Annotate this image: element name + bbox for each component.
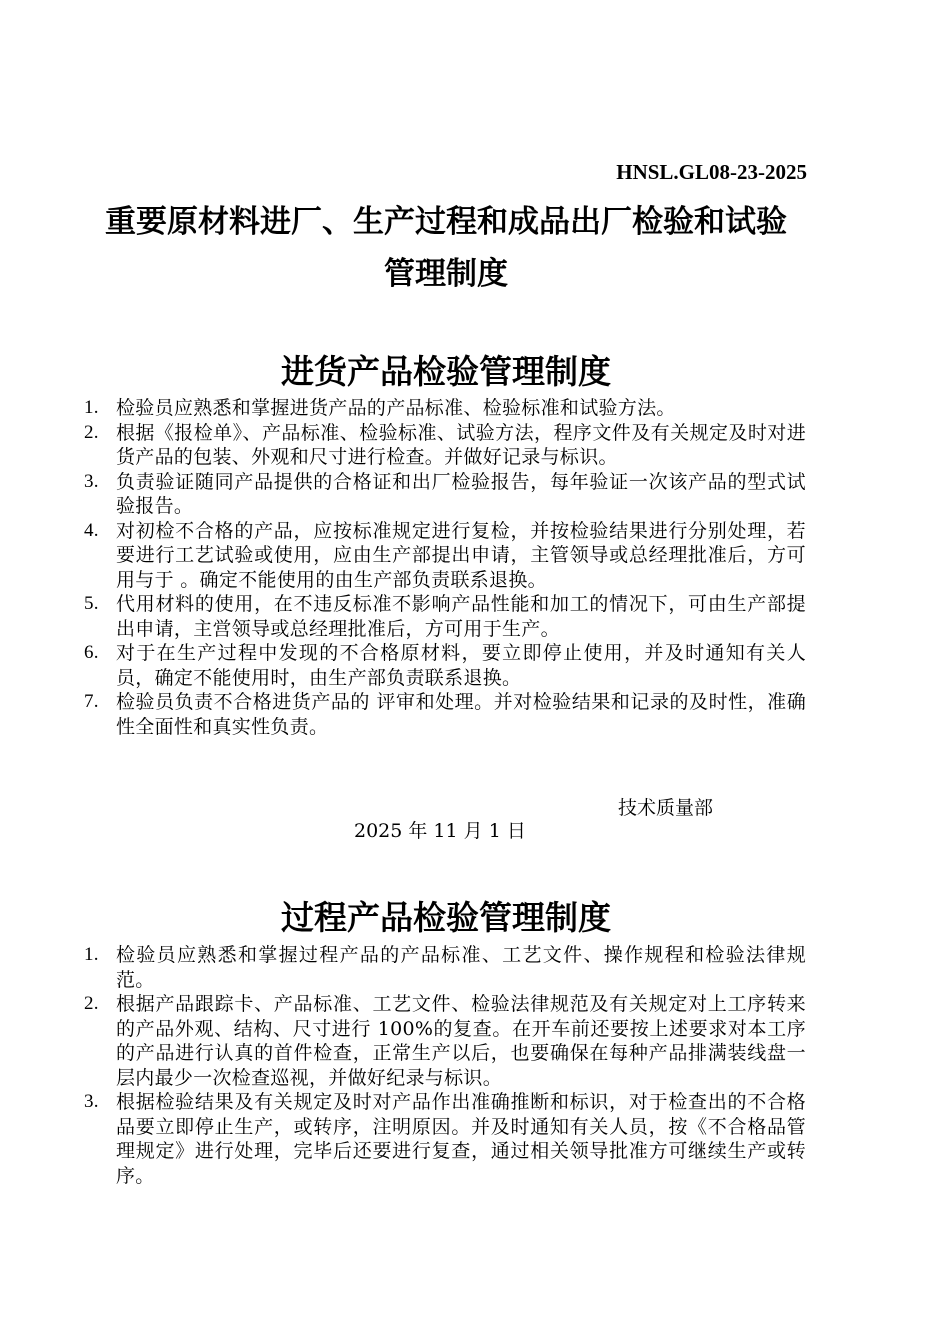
list-item <box>84 592 806 641</box>
list-item-text: 检验员负责不合格进货产品的 评审和处理。并对检验结果和记录的及时性，准确性全面性和真实性负责。 <box>116 691 806 738</box>
list-item <box>84 992 806 1090</box>
list-item-number: 5. <box>84 593 99 614</box>
list-item-text: 检验员应熟悉和掌握过程产品的产品标准、工艺文件、操作规程和检验法律规范。 <box>116 944 806 991</box>
issue-date: 2025 年 11 月 1 日 <box>354 820 526 842</box>
list-item-number: 3. <box>84 1091 99 1112</box>
list-item-number: 7. <box>84 691 99 712</box>
list-item-number: 2. <box>84 993 99 1014</box>
process-section-title: 过程产品检验管理制度 <box>281 898 611 937</box>
list-item-number: 4. <box>84 519 99 541</box>
list-item-number: 2. <box>84 421 99 443</box>
incoming-inspection-list <box>84 396 806 739</box>
list-item <box>84 690 806 739</box>
list-item-number: 1. <box>84 397 99 418</box>
list-item-text: 根据《报检单》、产品标准、检验标准、试验方法，程序文件及有关规定及时对进货产品的包装、外观和尺寸进行检查。并做好记录与标识。 <box>116 421 806 468</box>
list-item <box>84 470 806 519</box>
process-inspection-list <box>84 943 806 1188</box>
document-code: HNSL.GL08-23-2025 <box>616 160 807 184</box>
incoming-section-title: 进货产品检验管理制度 <box>281 352 611 391</box>
document-title: 重要原材料进厂、生产过程和成品出厂检验和试验管理制度 <box>105 204 787 292</box>
department-signature: 技术质量部 <box>618 797 714 819</box>
list-item <box>84 641 806 690</box>
list-item-text: 负责验证随同产品提供的合格证和出厂检验报告，每年验证一次该产品的型式试验报告。 <box>116 470 806 517</box>
list-item-text: 对初检不合格的产品，应按标准规定进行复检，并按检验结果进行分别处理，若要进行工艺试验或使用，应由生产部提出申请，主管领导或总经理批准后，方可用与于 。确定不能使用的由生产部负责联系退换。 <box>116 519 806 591</box>
list-item-text: 代用材料的使用，在不违反标准不影响产品性能和加工的情况下，可由生产部提出申请，主営领导或总经理批准后，方可用于生产。 <box>116 593 806 640</box>
list-item <box>84 396 806 421</box>
list-item <box>84 421 806 470</box>
list-item-text: 根据检验结果及有关规定及时对产品作出准确推断和标识，对于检查出的不合格品要立即停止生产，或转序，注明原因。并及时通知有关人员，按《不合格品管理规定》进行处理，完毕后还要进行复查，通过相关领导批准方可继续生产或转序。 <box>116 1091 806 1187</box>
list-item-number: 1. <box>84 944 99 965</box>
list-item-number: 3. <box>84 470 99 492</box>
list-item-text: 对于在生产过程中发现的不合格原材料，要立即停止使用，并及时通知有关人员，确定不能使用时，由生产部负责联系退换。 <box>116 642 806 689</box>
list-item-number: 6. <box>84 642 99 663</box>
list-item <box>84 519 806 593</box>
list-item-text: 根据产品跟踪卡、产品标准、工艺文件、检验法律规范及有关规定对上工序转来的产品外观、结构、尺寸进行 100%的复查。在开车前还要按上述要求对本工序的产品进行认真的首件检查，正常生产以后，也要确保在每种产品排满装线盘一层内最少一次检查巡视，并做好纪录与标识。 <box>116 993 806 1089</box>
list-item <box>84 943 806 992</box>
list-item <box>84 1090 806 1188</box>
list-item-text: 检验员应熟悉和掌握进货产品的产品标准、检验标准和试验方法。 <box>116 397 676 419</box>
